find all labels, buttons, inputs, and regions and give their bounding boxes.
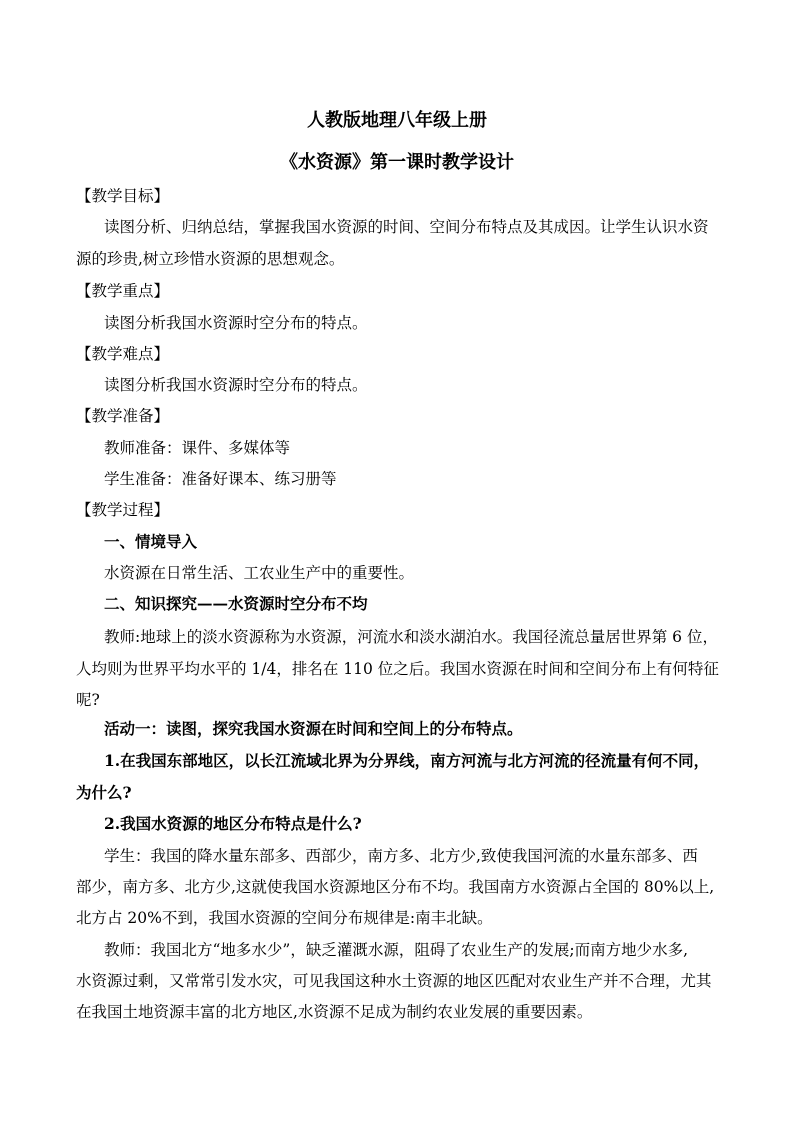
objectives-text-line: 读图分析、归纳总结，掌握我国水资源的时间、空间分布特点及其成因。让学生认识水资: [104, 218, 709, 236]
teacher-paragraph-line: 在我国土地资源丰富的北方地区,水资源不足成为制约农业发展的重要因素。: [76, 1003, 593, 1021]
section-heading: 一、情境导入: [104, 532, 198, 551]
document-title: 人教版地理八年级上册: [307, 110, 487, 131]
teacher-preparation: 教师准备：课件、多媒体等: [104, 439, 291, 457]
document-subtitle: 《水资源》第一课时教学设计: [280, 152, 514, 173]
question-line: 1.在我国东部地区，以长江流域北界为分界线，南方河流与北方河流的径流量有何不同，: [104, 751, 710, 770]
teacher-paragraph-line: 教师:地球上的淡水资源称为水资源，河流水和淡水湖泊水。我国径流总量居世界第 6 位，: [104, 628, 718, 646]
process-heading: 【教学过程】: [76, 501, 170, 519]
question-line: 为什么?: [76, 783, 132, 802]
student-paragraph-line: 学生：我国的降水量东部多、西部少，南方多、北方少,致使我国河流的水量东部多、西: [104, 847, 698, 865]
difficulty-text: 读图分析我国水资源时空分布的特点。: [104, 376, 368, 394]
student-paragraph-line: 部少，南方多、北方少,这就使我国水资源地区分布不均。我国南方水资源占全国的 80%以上,: [76, 878, 715, 896]
teacher-paragraph-line: 人均则为世界平均水平的 1/4，排名在 110 位之后。我国水资源在时间和空间分布上有何特征: [76, 660, 719, 678]
student-paragraph-line: 北方占 20%不到，我国水资源的空间分布规律是:南丰北缺。: [76, 909, 493, 927]
teacher-paragraph-line: 呢?: [76, 691, 100, 709]
key-points-text: 读图分析我国水资源时空分布的特点。: [104, 314, 368, 332]
question-line: 2.我国水资源的地区分布特点是什么?: [104, 814, 362, 833]
teacher-paragraph-line: 教师：我国北方“地多水少”，缺乏灌溉水源，阻碍了农业生产的发展;而南方地少水多,: [104, 941, 689, 959]
activity-heading: 活动一：读图，探究我国水资源在时间和空间上的分布特点。: [104, 719, 523, 738]
difficulty-heading: 【教学难点】: [76, 345, 170, 363]
preparation-heading: 【教学准备】: [76, 407, 170, 425]
objectives-heading: 【教学目标】: [76, 187, 170, 205]
section-heading: 二、知识探究——水资源时空分布不均: [104, 594, 368, 613]
teacher-paragraph-line: 水资源过剩，又常常引发水灾，可见我国这种水土资源的地区匹配对农业生产并不合理，尤其: [76, 972, 712, 990]
section-text: 水资源在日常生活、工农业生产中的重要性。: [104, 564, 415, 582]
key-points-heading: 【教学重点】: [76, 282, 170, 300]
objectives-text-line: 源的珍贵,树立珍惜水资源的思想观念。: [76, 250, 345, 268]
student-preparation: 学生准备：准备好课本、练习册等: [104, 470, 337, 488]
